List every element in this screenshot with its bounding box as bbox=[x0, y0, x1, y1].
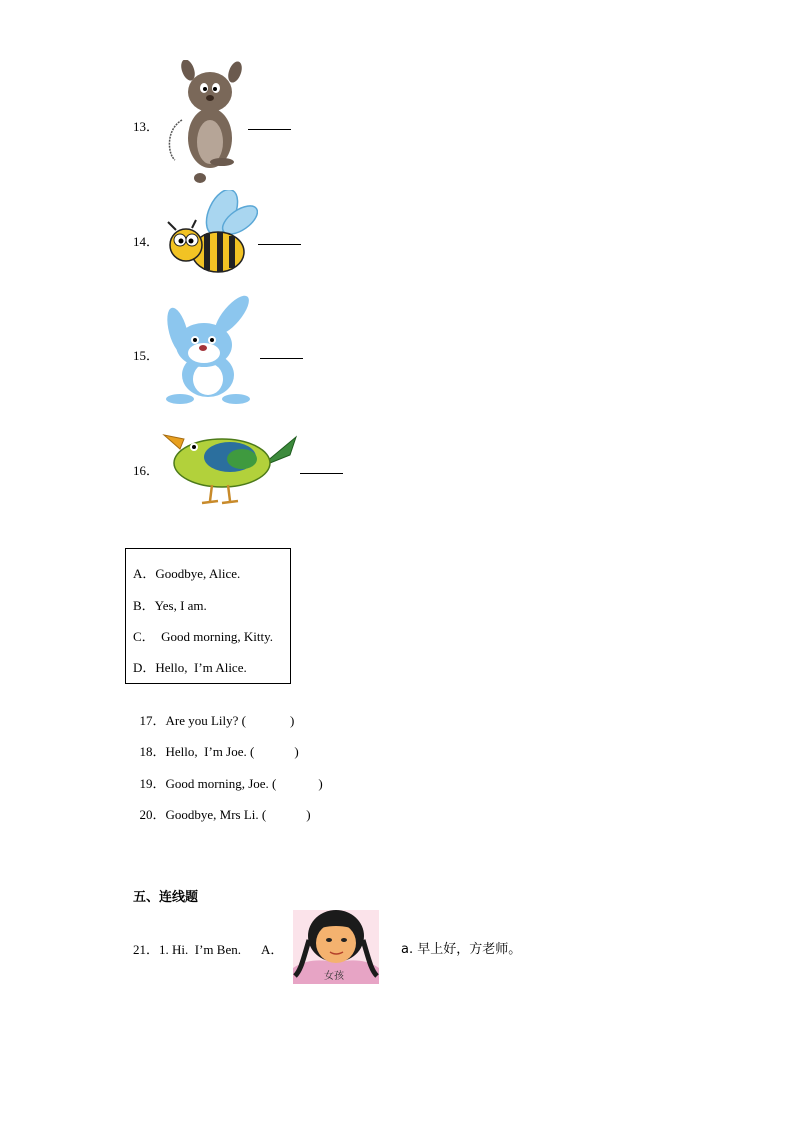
question-17: 17．Are you Lily? ( ) bbox=[139, 713, 295, 728]
choice-b: B．Yes, I am. bbox=[133, 598, 207, 613]
mouse-icon bbox=[160, 60, 250, 185]
choices-box bbox=[125, 548, 291, 684]
choice-d: D．Hello, I’m Alice. bbox=[133, 660, 247, 675]
choice-a: A．Goodbye, Alice. bbox=[133, 566, 241, 581]
answer-blank-13[interactable] bbox=[248, 128, 291, 130]
question-19: 19．Good morning, Joe. ( ) bbox=[139, 776, 323, 791]
question-21-option-a: A． bbox=[261, 942, 284, 957]
question-20: 20．Goodbye, Mrs Li. ( ) bbox=[139, 807, 311, 822]
bird-icon bbox=[160, 425, 300, 510]
rabbit-icon bbox=[160, 293, 260, 408]
section-title: 五、连线题 bbox=[133, 890, 199, 905]
item-14-number: 14． bbox=[133, 234, 160, 249]
item-15-number: 15． bbox=[133, 348, 160, 363]
question-17-text: 17．Are you Lily? ( bbox=[139, 713, 247, 728]
match-option-a: a. 早上好，方老师。 bbox=[401, 942, 522, 957]
question-21-prefix: 21．1. Hi. I’m Ben. bbox=[133, 942, 241, 957]
choice-c: C． Good morning, Kitty. bbox=[133, 629, 273, 644]
girl-photo bbox=[293, 910, 379, 984]
item-16-number: 16． bbox=[133, 463, 160, 478]
answer-blank-14[interactable] bbox=[258, 243, 301, 245]
question-20-text: 20．Goodbye, Mrs Li. ( bbox=[139, 807, 267, 822]
question-18: 18．Hello, I’m Joe. ( ) bbox=[139, 744, 299, 759]
bee-icon bbox=[162, 190, 258, 280]
item-13-number: 13． bbox=[133, 119, 160, 134]
answer-blank-16[interactable] bbox=[300, 472, 343, 474]
question-19-text: 19．Good morning, Joe. ( bbox=[139, 776, 277, 791]
answer-blank-15[interactable] bbox=[260, 357, 303, 359]
question-18-text: 18．Hello, I’m Joe. ( bbox=[139, 744, 255, 759]
photo-caption: 女孩 bbox=[324, 971, 344, 982]
